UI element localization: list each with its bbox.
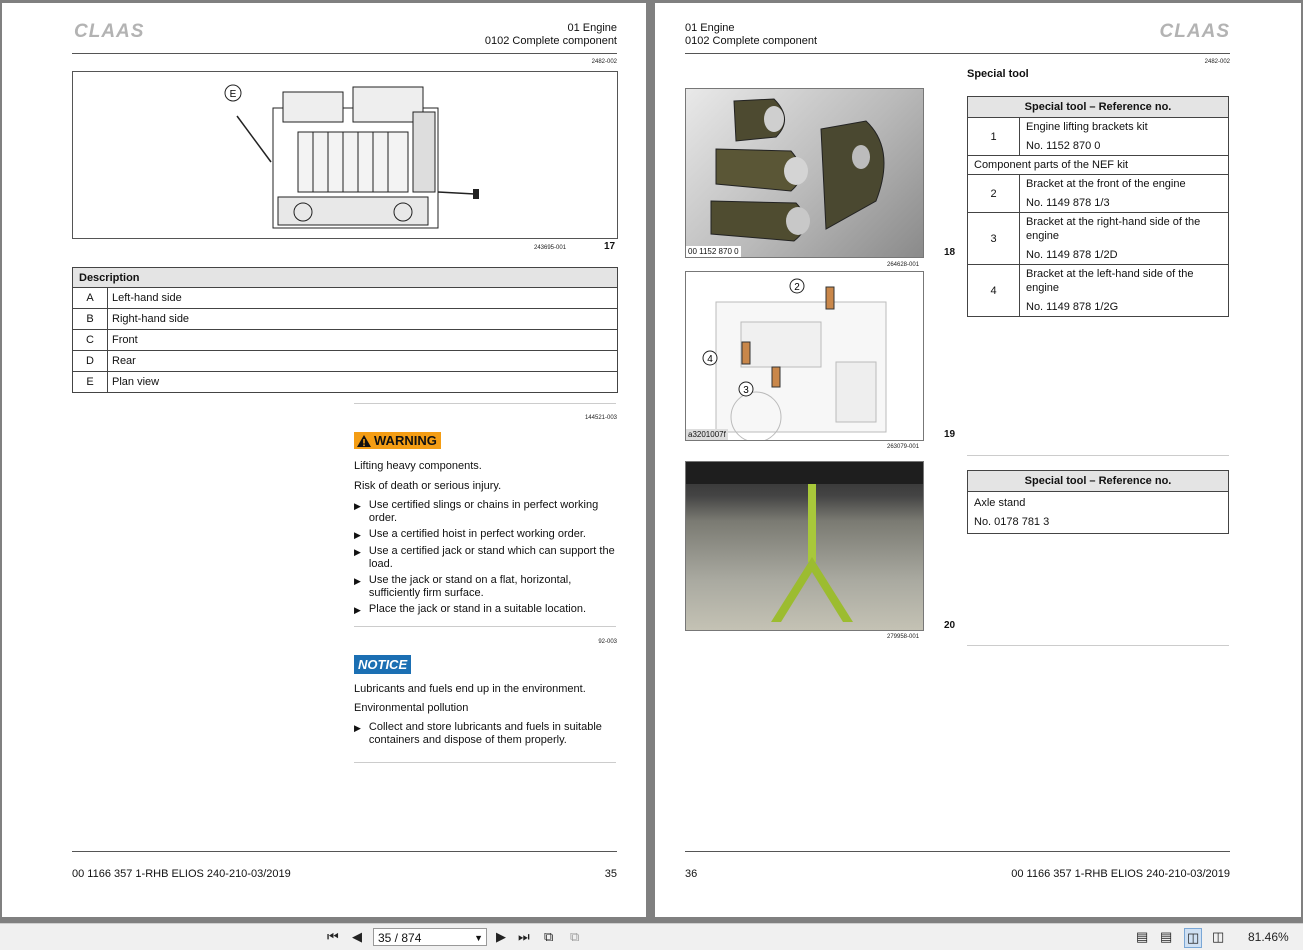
callout-2: 2 [794,282,800,293]
table-row: A Left-hand side [73,288,618,309]
previous-page-icon[interactable]: ◀ [352,929,362,944]
chevron-down-icon[interactable]: ▼ [474,933,483,943]
warning-bullet: ▶ Use a certified hoist in perfect working order. [354,527,586,540]
warning-bullet: ▶ Use certified slings or chains in perfect working order. [354,498,599,524]
table-row: D Rear [73,351,618,372]
warning-badge [354,432,441,449]
warning-code: 144521-003 [584,415,617,421]
figure-17-id: 243695-001 [534,245,567,251]
figure-20-number: 20 [944,620,956,631]
table-row: 1 Engine lifting brackets kit No. 1152 870 0 [968,118,1229,156]
figure-18-number: 18 [944,247,956,258]
zoom-level[interactable]: 81.46% [1248,930,1289,944]
table-row: 3 Bracket at the right-hand side of the engine No. 1149 878 1/2D [968,213,1229,265]
claas-logo: CLAAS [74,21,145,42]
figure-callout-e: E [229,89,237,100]
engine-drawing [73,72,617,238]
engine-figure [72,71,618,239]
doc-code: 2482-002 [591,59,617,65]
figure-17-number: 17 [604,241,616,252]
notice-block [354,656,616,750]
warning-top-rule [354,403,616,404]
viewer-toolbar [0,923,1303,950]
axle-stand-illustration [686,462,923,630]
figure-18-id: 264628-001 [887,262,920,268]
bullet-arrow-icon: ▶ [354,500,361,511]
bullet-arrow-icon: ▶ [354,575,361,586]
figure-19-number: 19 [944,429,956,440]
notice-bullet: ▶ Collect and store lubricants and fuels in suitable containers and dispose of them properly. [354,721,602,746]
notice-line2: Environmental pollution [354,702,469,714]
warning-line1: Lifting heavy components. [354,459,482,472]
lifting-brackets-photo [685,88,924,258]
header-chapter: 01 Engine [685,22,735,34]
page-header [485,22,617,48]
special-tool-header: Special tool – Reference no. [968,471,1229,492]
axle-stand-photo [685,461,924,631]
table-row: E Plan view [73,372,618,393]
header-chapter: 01 Engine [567,22,617,34]
page-35 [2,3,646,917]
notice-bottom-rule [354,762,616,763]
description-table [72,267,618,393]
footer-doc-id: 00 1166 357 1-RHB ELIOS 240-210-03/2019 [1011,868,1230,880]
drawing-caption: a3201007f [688,430,726,439]
page-indicator: 35 / 874 [378,931,422,945]
bullet-arrow-icon: ▶ [354,546,361,557]
photo-caption: 00 1152 870 0 [688,247,739,256]
single-page-view-icon[interactable]: ▤ [1136,929,1149,944]
header-section: 0102 Complete component [484,35,617,47]
table-row: B Right-hand side [73,309,618,330]
next-view-icon[interactable]: ⧉ [570,929,580,944]
brackets-illustration [686,89,923,257]
bullet-arrow-icon: ▶ [354,723,361,733]
continuous-facing-view-icon[interactable]: ◫ [1212,929,1225,944]
special-tool-table [967,96,1229,317]
page-header [685,22,817,48]
continuous-view-icon[interactable]: ▤ [1160,929,1173,944]
bullet-arrow-icon: ▶ [354,529,361,540]
header-rule [72,53,617,54]
table-row: 2 Bracket at the front of the engine No. 1149 878 1/3 [968,175,1229,213]
engine-sketch [686,272,923,440]
notice-line1: Lubricants and fuels end up in the environment. [354,683,586,695]
table-row: Axle stand No. 0178 781 3 [968,492,1229,534]
footer-rule [685,851,1230,852]
section-title: Special tool [967,68,1029,80]
notice-badge: NOTICE [354,655,411,674]
warning-block [354,432,616,620]
divider [967,645,1229,646]
warning-bullet: ▶ Place the jack or stand in a suitable location. [354,602,586,615]
divider [967,455,1229,456]
callout-4: 4 [707,354,713,365]
figure-19-id: 263079-001 [887,444,920,450]
claas-logo: CLAAS [1159,21,1230,42]
table-row: C Front [73,330,618,351]
page-number-input[interactable] [373,928,487,946]
warning-label: WARNING [374,433,437,448]
notice-top-rule [354,626,616,627]
callout-3: 3 [743,385,749,396]
warning-line2: Risk of death or serious injury. [354,479,502,492]
page-36 [655,3,1301,917]
axle-stand-table [967,470,1229,534]
bullet-arrow-icon: ▶ [354,604,361,615]
header-section: 0102 Complete component [685,35,818,47]
special-tool-header: Special tool – Reference no. [968,97,1229,118]
footer-page-number: 36 [685,868,698,880]
next-page-icon[interactable]: ▶ [496,929,506,944]
description-title: Description [73,268,618,288]
warning-bullet: ▶ Use the jack or stand on a flat, horizontal, sufficiently firm surface. [354,573,572,599]
facing-pages-view-icon[interactable]: ◫ [1184,928,1202,948]
table-row: Component parts of the NEF kit [968,156,1229,175]
first-page-icon[interactable]: ⏮ [327,929,339,944]
header-rule [685,53,1230,54]
engine-brackets-drawing [685,271,924,441]
notice-code: 92-003 [598,639,617,645]
doc-code: 2482-002 [1204,59,1230,65]
warning-triangle-icon [356,434,372,448]
footer-rule [72,851,617,852]
table-row: 4 Bracket at the left-hand side of the engine No. 1149 878 1/2G [968,265,1229,317]
footer-page-number: 35 [604,868,617,880]
warning-bullet: ▶ Use a certified jack or stand which can support the load. [354,544,615,570]
figure-20-id: 279958-001 [887,634,920,640]
last-page-icon[interactable]: ⏭ [518,929,530,944]
previous-view-icon[interactable]: ⧉ [544,929,554,944]
footer-doc-id: 00 1166 357 1-RHB ELIOS 240-210-03/2019 [72,868,291,880]
